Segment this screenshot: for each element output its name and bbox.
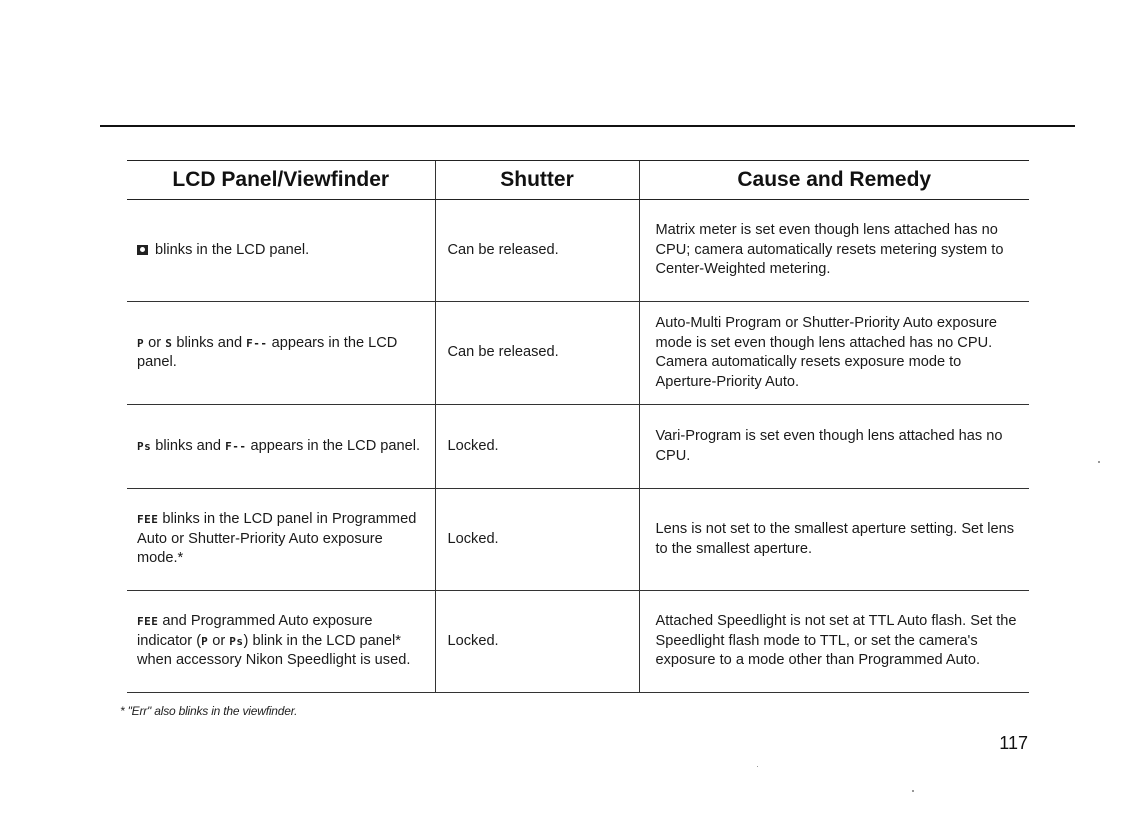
header-cause-and-remedy: Cause and Remedy [639,161,1029,200]
lcd-cell [127,591,435,693]
shutter-cell: Locked. [435,489,639,591]
lcd-symbol-fee: FEE [137,513,159,527]
shutter-cell: Locked. [435,405,639,489]
lcd-symbol-fee: FEE [137,615,159,629]
lcd-text: appears in the LCD panel. [246,437,421,454]
scan-speck [1098,461,1100,463]
lcd-cell [127,302,435,405]
lcd-cell [127,405,435,489]
remedy-cell: Lens is not set to the smallest aperture setting. Set lens to the smallest aperture. [639,489,1029,591]
table-header-row [127,161,1029,200]
shutter-cell: Can be released. [435,302,639,405]
top-rule [100,125,1075,127]
table-row [127,200,1029,302]
footnote: * "Err" also blinks in the viewfinder. [120,704,298,718]
lcd-cell [127,200,435,302]
header-shutter: Shutter [435,161,639,200]
header-lcd-panel-viewfinder: LCD Panel/Viewfinder [127,161,435,200]
lcd-symbol-p: P [201,634,209,648]
lcd-cell [127,489,435,591]
scan-speck [912,790,914,792]
shutter-cell: Locked. [435,591,639,693]
remedy-cell: Matrix meter is set even though lens attached has no CPU; camera automatically resets metering system to Center-Weighted metering. [639,200,1029,302]
lcd-text: and Programmed Auto exposure indicator ( [137,613,373,649]
lcd-symbol-f-dashes: F-- [246,336,268,350]
troubleshooting-table [127,160,1029,693]
scan-speck [757,766,758,767]
lcd-text: blinks and [151,437,226,454]
matrix-metering-icon [137,245,148,255]
remedy-cell: Attached Speedlight is not set at TTL Auto flash. Set the Speedlight flash mode to TTL, or set the camera's exposure to a mode other than Programmed Auto. [639,591,1029,693]
lcd-text: or [144,334,166,351]
table-row [127,489,1029,591]
lcd-symbol-p: P [137,336,145,350]
shutter-cell: Can be released. [435,200,639,302]
lcd-text: blinks and [172,334,247,351]
lcd-text: or [208,632,230,649]
lcd-text: blinks in the LCD panel. [151,241,310,258]
lcd-symbol-ps: Ps [229,634,244,648]
lcd-text: appears in the LCD panel. [137,334,398,370]
table-row [127,591,1029,693]
lcd-symbol-f-dashes: F-- [225,439,247,453]
lcd-symbol-s: S [165,336,173,350]
lcd-text: ) blink in the LCD panel* when accessory Nikon Speedlight is used. [137,632,411,669]
lcd-text: blinks in the LCD panel in Programmed Auto or Shutter-Priority Auto exposure mode.* [137,511,417,567]
table-row [127,302,1029,405]
remedy-cell: Vari-Program is set even though lens attached has no CPU. [639,405,1029,489]
page-number: 117 [999,733,1028,753]
remedy-cell: Auto-Multi Program or Shutter-Priority Auto exposure mode is set even though lens attached has no CPU. Camera automatically resets exposure mode to Aperture-Priority Auto. [639,302,1029,405]
table-row [127,405,1029,489]
lcd-symbol-ps: Ps [137,439,152,453]
